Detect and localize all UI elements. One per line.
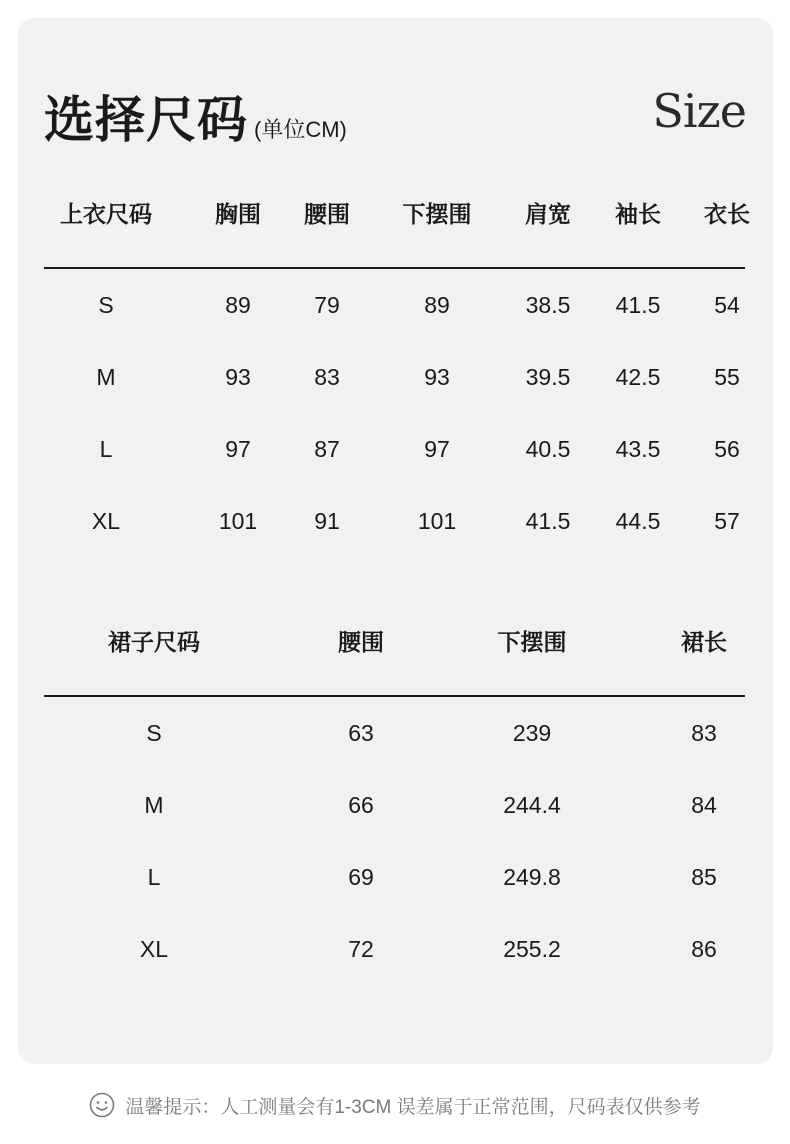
table-cell: 97: [424, 436, 450, 462]
page-title: 选择尺码: [44, 92, 248, 148]
table-cell: 44.5: [615, 508, 661, 534]
header-cell: 下摆围: [402, 201, 472, 227]
header-cell: 袖长: [615, 201, 661, 227]
header-cell: 肩宽: [525, 201, 571, 227]
table-cell: 101: [218, 508, 258, 534]
table-row: [44, 413, 745, 485]
table-row: [44, 841, 745, 913]
table-cell: 239: [512, 720, 552, 746]
header-cell: 上衣尺码: [60, 201, 152, 227]
table-cell: 40.5: [525, 436, 571, 462]
table-cell: S: [98, 292, 114, 318]
header-cell: 下摆围: [497, 629, 567, 655]
table-header: [44, 178, 750, 250]
table-cell: 255.2: [503, 936, 561, 962]
table-cell: 93: [424, 364, 450, 390]
table-cell: 83: [314, 364, 340, 390]
table-cell: L: [147, 864, 161, 890]
table-cell: 84: [691, 792, 717, 818]
table-cell: M: [144, 792, 164, 818]
table-cell: 97: [225, 436, 251, 462]
table-header: [44, 606, 745, 678]
table-cell: 85: [691, 864, 717, 890]
top-size-table: [44, 178, 750, 557]
header-cell: 腰围: [304, 201, 350, 227]
smile-icon: [89, 1092, 115, 1118]
table-cell: 89: [225, 292, 251, 318]
table-row: [44, 341, 745, 413]
table-cell: L: [99, 436, 113, 462]
footer-note: [0, 1088, 790, 1122]
header-cell: 衣长: [704, 201, 750, 227]
table-cell: 55: [714, 364, 740, 390]
table-row: [44, 269, 745, 341]
size-word: Size: [652, 84, 746, 138]
table-cell: 79: [314, 292, 340, 318]
table-cell: M: [96, 364, 116, 390]
footer-text: 温馨提示：人工测量会有1-3CM 误差属于正常范围，尺码表仅供参考: [125, 1096, 701, 1118]
table-cell: 69: [348, 864, 374, 890]
table-cell: 244.4: [503, 792, 561, 818]
skirt-size-table: [44, 606, 745, 985]
table-cell: 93: [225, 364, 251, 390]
table-cell: 41.5: [615, 292, 661, 318]
table-cell: 86: [691, 936, 717, 962]
table-cell: 39.5: [525, 364, 571, 390]
table-cell: 54: [714, 292, 740, 318]
table-cell: 89: [424, 292, 450, 318]
table-row: [44, 913, 745, 985]
table-row: [44, 485, 745, 557]
header-cell: 腰围: [338, 629, 384, 655]
table-cell: 87: [314, 436, 340, 462]
table-cell: 66: [348, 792, 374, 818]
table-row: [44, 769, 745, 841]
table-cell: 101: [417, 508, 457, 534]
table-cell: S: [146, 720, 162, 746]
table-cell: 57: [714, 508, 740, 534]
unit-label: (单位CM): [254, 117, 347, 142]
table-cell: 42.5: [615, 364, 661, 390]
table-cell: 91: [314, 508, 340, 534]
table-cell: XL: [139, 936, 169, 962]
table-cell: XL: [91, 508, 121, 534]
table-cell: 83: [691, 720, 717, 746]
header-cell: 胸围: [215, 201, 261, 227]
title-group: [44, 80, 347, 152]
table-cell: 72: [348, 936, 374, 962]
header-cell: 裙长: [681, 629, 727, 655]
table-cell: 43.5: [615, 436, 661, 462]
header-cell: 裙子尺码: [108, 629, 200, 655]
table-cell: 249.8: [503, 864, 561, 890]
table-cell: 38.5: [525, 292, 571, 318]
table-cell: 41.5: [525, 508, 571, 534]
table-cell: 63: [348, 720, 374, 746]
table-row: [44, 697, 745, 769]
table-cell: 56: [714, 436, 740, 462]
